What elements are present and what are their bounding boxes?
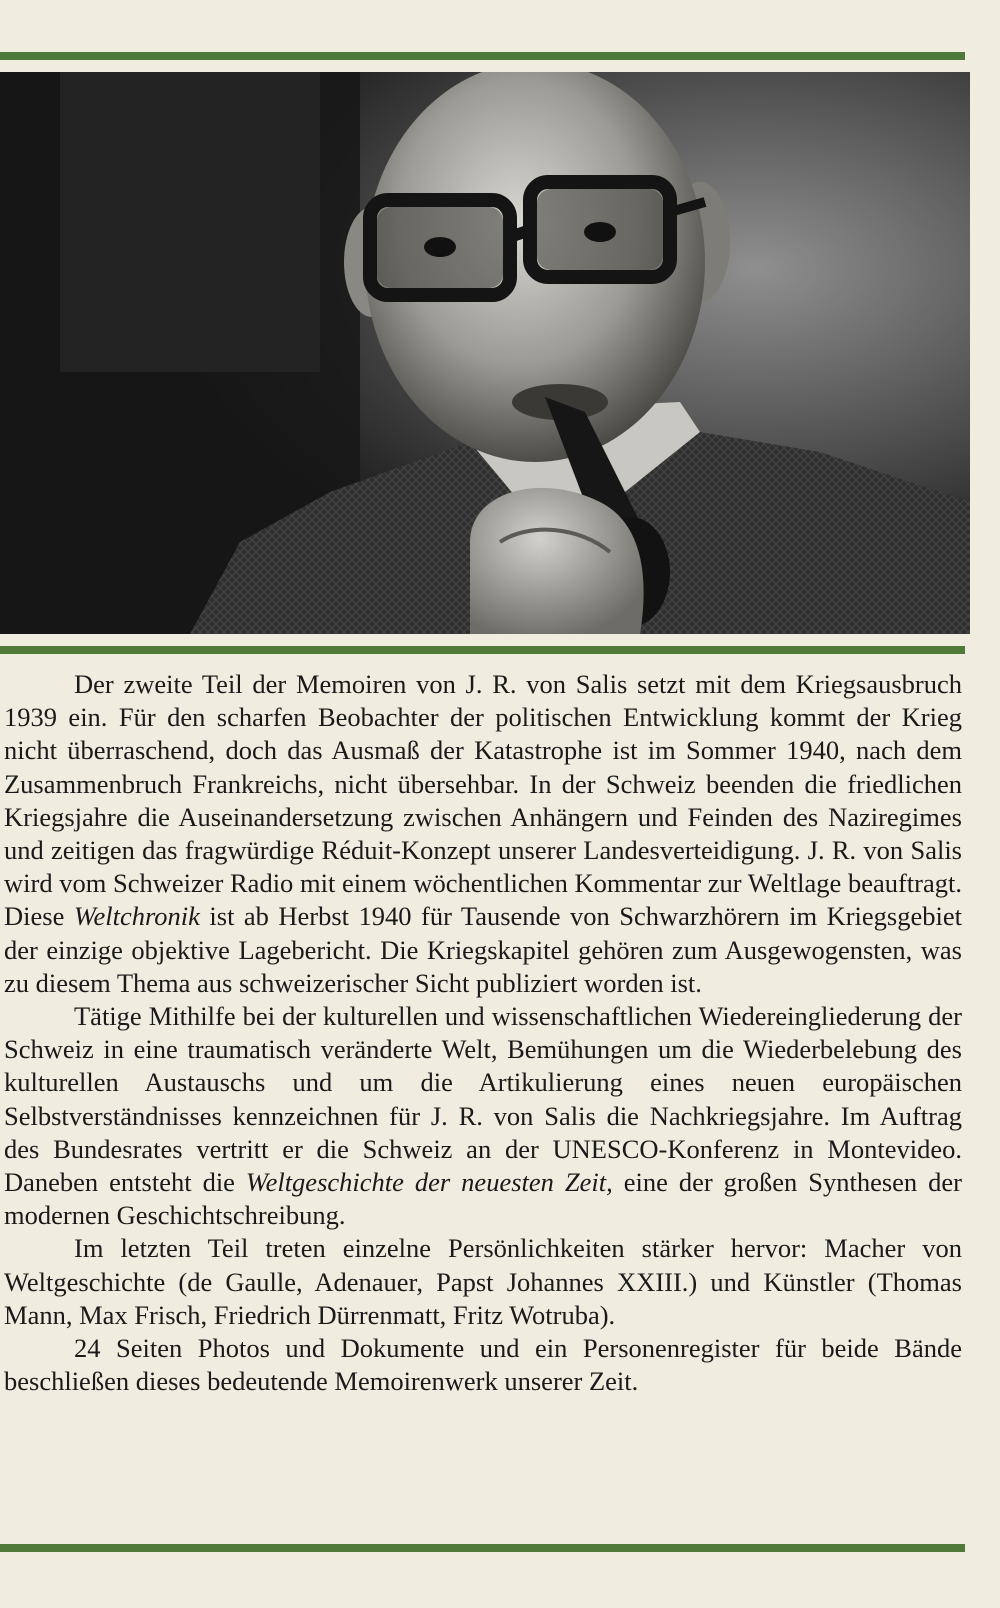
blurb-text bbox=[4, 668, 962, 1398]
middle-green-rule bbox=[0, 646, 965, 654]
paragraph-3: Im letzten Teil treten einzelne Persönlichkeiten stärker hervor: Macher von Weltgeschichte (de Gaulle, Adenauer, Papst Johannes XXIII.) und Künstler (Thomas Mann, Max Frisch, Friedrich Dürrenmatt, Fritz Wotruba). bbox=[4, 1233, 962, 1330]
paragraph-1: Der zweite Teil der Memoiren von J. R. von Salis setzt mit dem Kriegsausbruch 1939 ein. Für den scharfen Beobachter der politischen Entwicklung kommt der Krieg nicht überraschend, doch das Ausmaß der Katastrophe ist im Sommer 1940, nach dem Zusammenbruch Frankreichs, nicht übersehbar. In der Schweiz beenden die friedlichen Kriegsjahre die Auseinandersetzung zwischen Anhängern und Feinden des Naziregimes und zeitigen das fragwürdige Réduit-Konzept unserer Landesverteidigung. J. R. von Salis wird vom Schweizer Radio mit einem wöchentlichen Kommentar zur Weltlage beauftragt. Diese Weltchronik ist ab Herbst 1940 für Tausende von Schwarzhörern im Kriegsgebiet der einzige objektive Lagebericht. Die Kriegskapitel gehören zum Ausgewogensten, was zu diesem Thema aus schweizerischer Sicht publiziert worden ist. bbox=[4, 669, 962, 998]
title-weltgeschichte: Weltgeschichte der neuesten Zeit, bbox=[245, 1167, 613, 1198]
title-weltchronik: Weltchronik bbox=[73, 901, 200, 932]
top-green-rule bbox=[0, 52, 965, 60]
paragraph-4: 24 Seiten Photos und Dokumente und ein Personenregister für beide Bände beschließen dieses bedeutende Memoirenwerk unserer Zeit. bbox=[4, 1333, 962, 1397]
author-portrait-photo bbox=[0, 72, 970, 634]
bottom-green-rule bbox=[0, 1544, 965, 1552]
paragraph-2: Tätige Mithilfe bei der kulturellen und wissenschaftlichen Wiedereingliederung der Schweiz in eine traumatisch veränderte Welt, Bemühungen um die Wiederbelebung des kulturellen Austauschs und um die Artikulierung eines neuen europäischen Selbstverständnisses kennzeichnen für J. R. von Salis die Nachkriegsjahre. Im Auftrag des Bundesrates vertritt er die Schweiz an der UNESCO-Konferenz in Montevideo. Daneben entsteht die Weltgeschichte der neuesten Zeit, eine der großen Synthesen der modernen Geschichtschreibung. bbox=[4, 1001, 962, 1231]
portrait-illustration bbox=[0, 72, 970, 634]
